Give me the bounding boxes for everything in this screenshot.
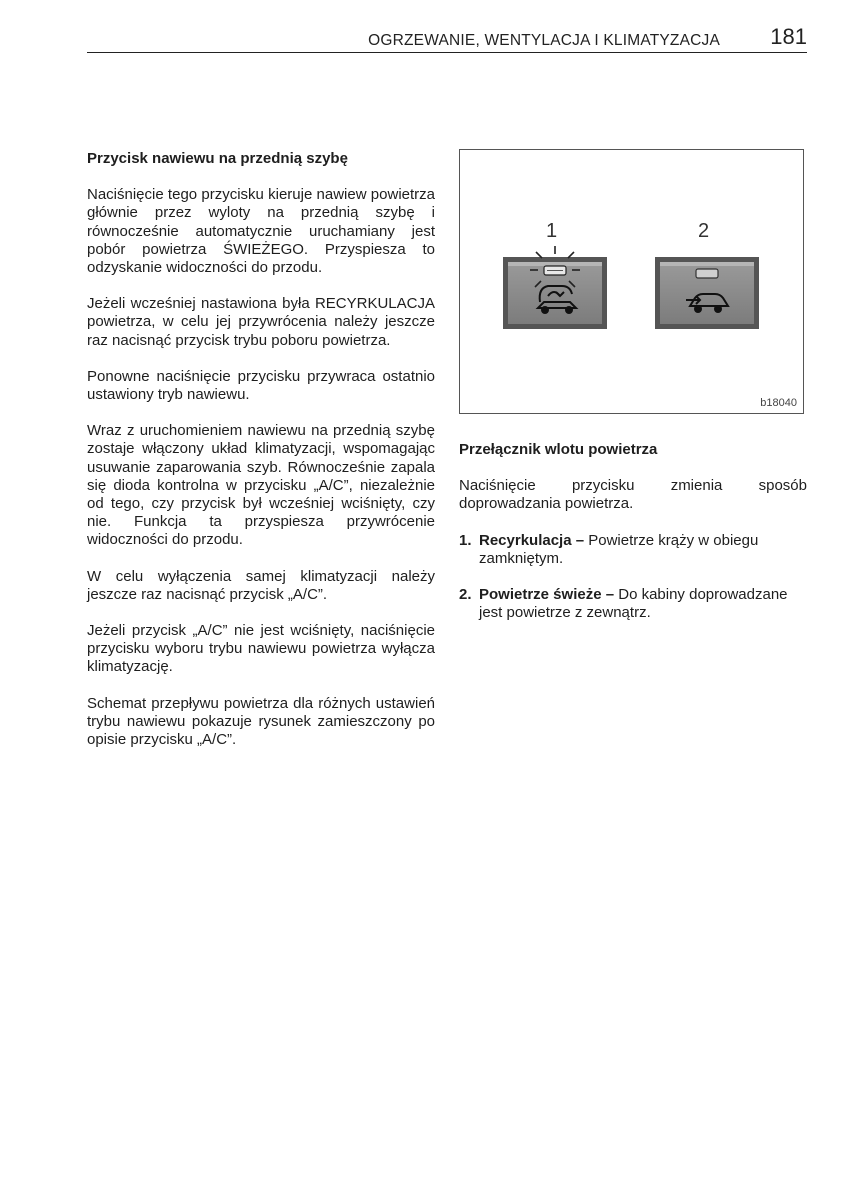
- air-intake-modes-list: [459, 532, 807, 623]
- figure-label-1: 1: [546, 220, 558, 242]
- list-item-term: Recyrkulacja –: [479, 531, 585, 549]
- list-item-text: Powietrze krąży w obiegu zamkniętym.: [479, 531, 759, 567]
- paragraph: Jeżeli wcześniej nastawiona była RECYRKULACJA powietrza, w celu jej przywrócenia należy jeszcze raz nacisnąć przycisk trybu poboru powietrza.: [87, 295, 435, 349]
- paragraph: Naciśnięcie przycisku zmienia sposób doprowadzania powietrza.: [459, 477, 807, 513]
- air-intake-buttons-figure: [459, 149, 804, 414]
- figure-illustration: [460, 150, 805, 415]
- paragraph: W celu wyłączenia samej klimatyzacji należy jeszcze raz nacisnąć przycisk „A/C”.: [87, 567, 435, 603]
- list-item-number: 1.: [459, 531, 472, 549]
- indicator-light-on: [544, 266, 566, 275]
- figure-label-2: 2: [698, 220, 710, 242]
- page-number: 181: [770, 24, 807, 49]
- page-header: [87, 26, 807, 53]
- left-column: [87, 150, 435, 767]
- paragraph: Naciśnięcie tego przycisku kieruje nawiew powietrza głównie przez wyloty na przednią szybę i równocześnie automatycznie uruchamiany jest pobór powietrza ŚWIEŻEGO. Przyspiesza to odzyskanie widoczności do przodu.: [87, 186, 435, 277]
- chapter-title: OGRZEWANIE, WENTYLACJA I KLIMATYZACJA: [368, 32, 720, 49]
- list-item-text: Do kabiny doprowadzane jest powietrze z zewnątrz.: [479, 586, 788, 622]
- list-item: [459, 532, 807, 568]
- list-item: [459, 586, 807, 622]
- list-item-term: Powietrze świeże –: [479, 586, 615, 604]
- figure-code: b18040: [760, 397, 797, 409]
- paragraph: Ponowne naciśnięcie przycisku przywraca ostatnio ustawiony tryb nawiewu.: [87, 367, 435, 404]
- paragraph: Wraz z uruchomieniem nawiewu na przednią szybę zostaje włączony układ klimatyzacji, wspomagając usuwanie zaparowania szyb. Równocześnie zapala się dioda kontrolna w przycisku „A/C”, niezależnie od tego, czy przycisk był wcześniej wciśnięty, czy nie. Funkcja ta przyspiesza przywrócenie widoczności do przodu.: [87, 422, 435, 549]
- paragraph: Jeżeli przycisk „A/C” nie jest wciśnięty, naciśnięcie przycisku wyboru trybu nawiewu powietrza wyłącza klimatyzację.: [87, 622, 435, 676]
- list-item-number: 2.: [459, 586, 472, 604]
- paragraph: Schemat przepływu powietrza dla różnych ustawień trybu nawiewu pokazuje rysunek zamieszczony po opisie przycisku „A/C”.: [87, 694, 435, 749]
- right-column: [459, 441, 807, 640]
- section-heading-defroster: Przycisk nawiewu na przednią szybę: [87, 150, 348, 167]
- section-heading-air-intake: Przełącznik wlotu powietrza: [459, 441, 658, 458]
- indicator-light-off: [696, 269, 718, 278]
